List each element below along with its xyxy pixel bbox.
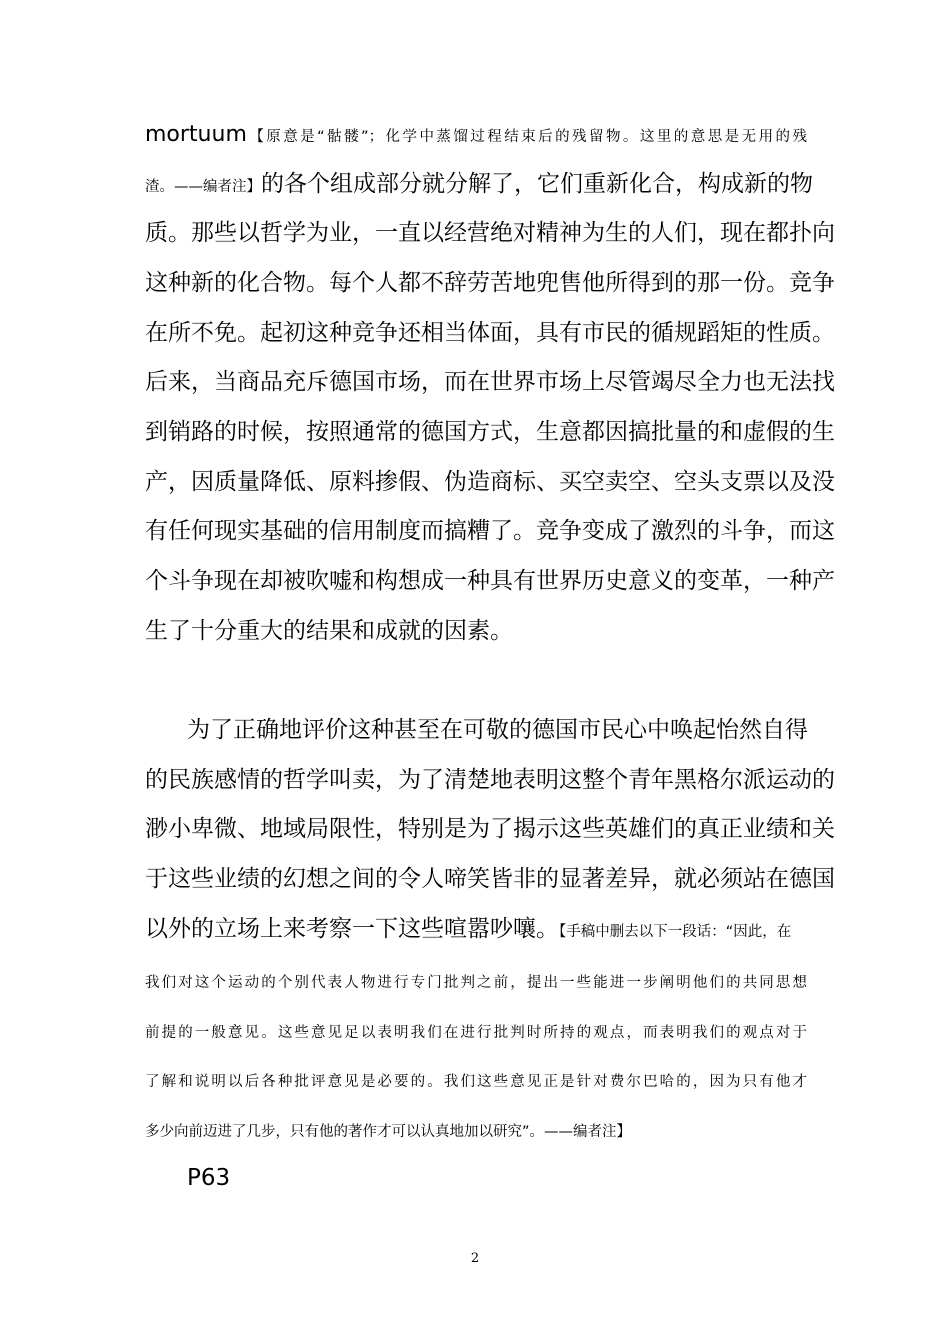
body-text: 以外的立场上来考察一下这些喧嚣吵嚷。 [145, 916, 559, 942]
editor-note-line: 了解和说明以后各种批评意见是必要的。我们这些意见正是针对费尔巴哈的，因为只有他才 [145, 1074, 807, 1090]
body-line: 在所不免。起初这种竞争还相当体面，具有市民的循规蹈矩的性质。 [145, 320, 835, 346]
editor-note-line: 前提的一般意见。这些意见足以表明我们在进行批判时所持的观点，而表明我们的观点对于 [145, 1025, 807, 1041]
body-line: 这种新的化合物。每个人都不辞劳苦地兜售他所得到的那一份。竞争 [145, 270, 835, 296]
editor-note-line: 多少向前迈进了几步，只有他的著作才可以认真地加以研究”。——编者注】 [145, 1124, 632, 1140]
paragraph2-last-line [145, 914, 791, 944]
body-line: 后来，当商品充斥德国市场，而在世界市场上尽管竭尽全力也无法找 [145, 369, 835, 395]
latin-term: mortuum [145, 122, 247, 147]
editor-note-line: 我们对这个运动的个别代表人物进行专门批判之前，提出一些能进一步阐明他们的共同思想 [145, 975, 807, 991]
paragraph1-line1 [145, 119, 807, 149]
paragraph1-line2 [145, 169, 813, 199]
body-line: 的民族感情的哲学叫卖，为了清楚地表明这整个青年黑格尔派运动的 [145, 767, 835, 793]
editor-note-fragment: 【原意是“骷髅”；化学中蒸馏过程结束后的残留物。这里的意思是无用的残 [246, 129, 807, 145]
body-line: 产，因质量降低、原料掺假、伪造商标、买空卖空、空头支票以及没 [145, 469, 835, 495]
page-number: 2 [470, 1251, 480, 1266]
body-text: 的各个组成部分就分解了，它们重新化合，构成新的物 [261, 171, 813, 197]
body-line: 有任何现实基础的信用制度而搞糟了。竞争变成了激烈的斗争，而这 [145, 518, 835, 544]
body-line: 生了十分重大的结果和成就的因素。 [145, 618, 513, 644]
page-marker: P63 [187, 1165, 231, 1191]
paragraph2-first-line: 为了正确地评价这种甚至在可敬的德国市民心中唤起怡然自得 [187, 717, 808, 743]
editor-note-end: 渣。——编者注】 [145, 179, 261, 195]
body-line: 于这些业绩的幻想之间的令人啼笑皆非的显著差异，就必须站在德国 [145, 866, 835, 892]
body-line: 质。那些以哲学为业，一直以经营绝对精神为生的人们，现在都扑向 [145, 220, 835, 246]
body-line: 到销路的时候，按照通常的德国方式，生意都因搞批量的和虚假的生 [145, 419, 835, 445]
editor-note-start: 【手稿中删去以下一段话：“因此，在 [559, 924, 792, 940]
body-line: 渺小卑微、地域局限性，特别是为了揭示这些英雄们的真正业绩和关 [145, 816, 835, 842]
body-line: 个斗争现在却被吹嘘和构想成一种具有世界历史意义的变革，一种产 [145, 568, 835, 594]
